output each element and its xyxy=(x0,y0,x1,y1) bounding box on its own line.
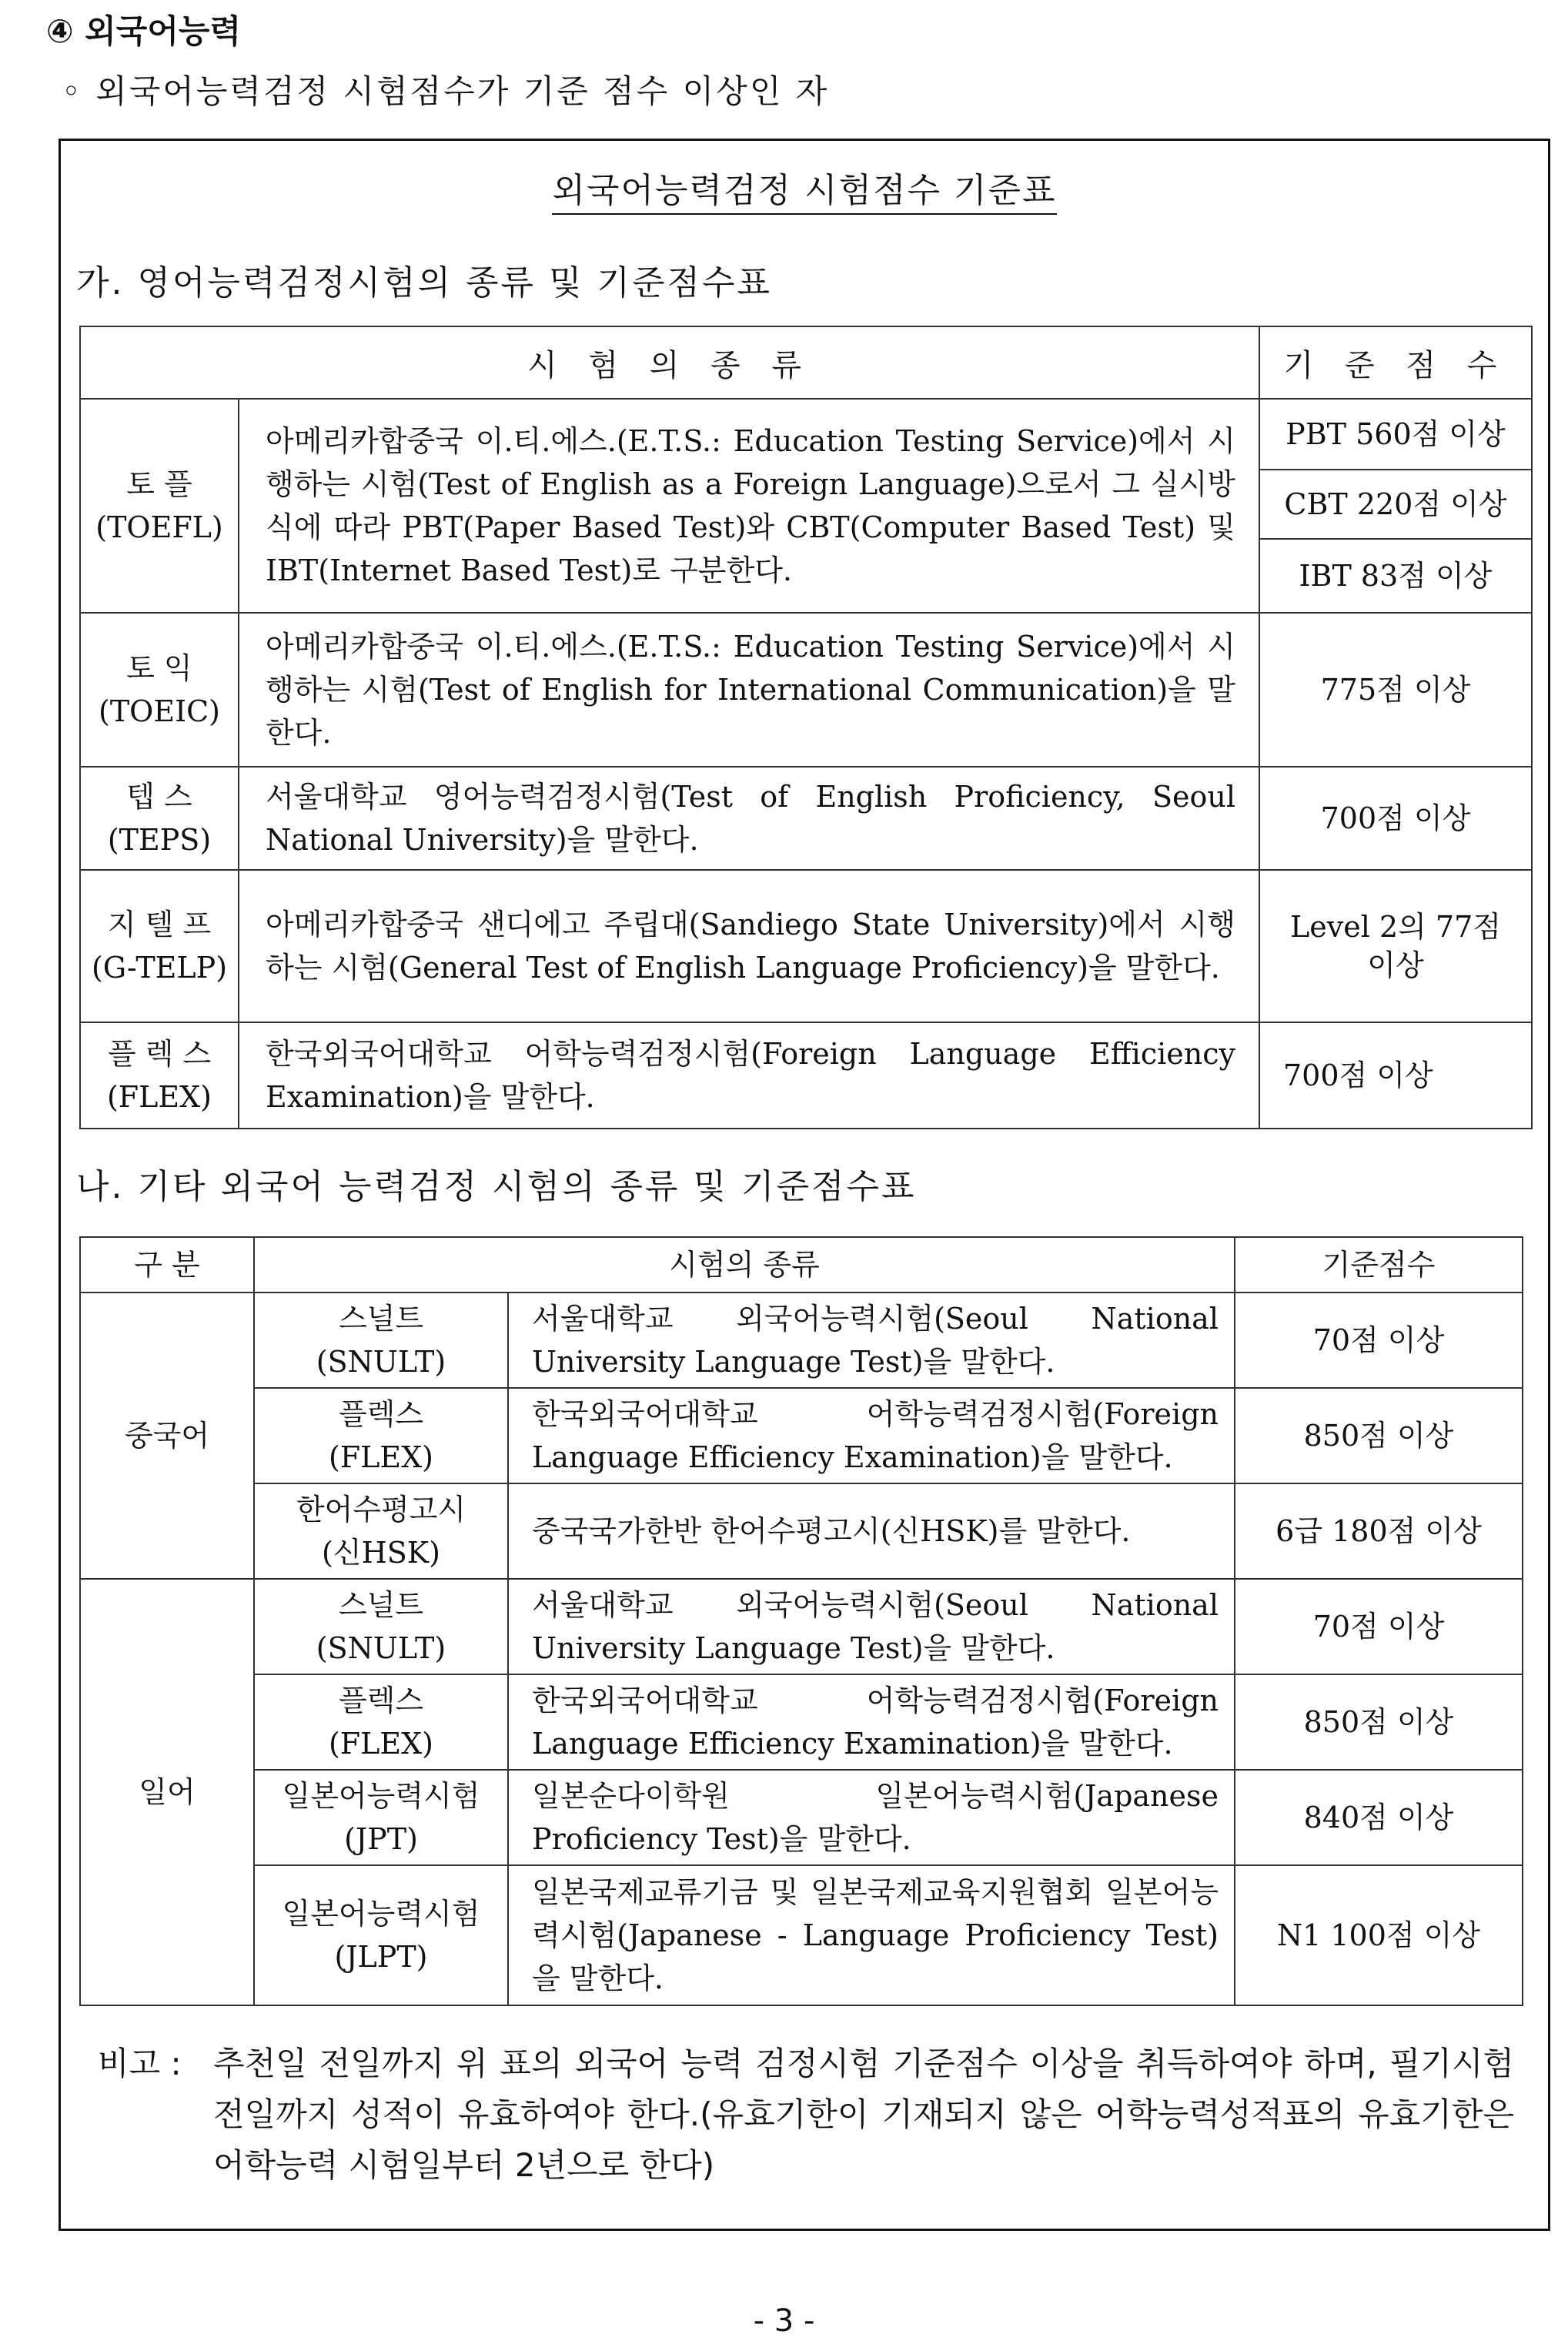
table-row xyxy=(80,1770,1523,1865)
exam-name: 텝 스 xyxy=(126,780,192,814)
exam-name: 일본어능력시험 xyxy=(282,1779,480,1813)
table-row xyxy=(80,1388,1523,1483)
exam-code: (JLPT) xyxy=(334,1940,428,1974)
exam-name: 일본어능력시험 xyxy=(282,1897,480,1931)
standards-box xyxy=(59,139,1550,2231)
language-cell: 일어 xyxy=(80,1579,254,2005)
exam-code: (FLEX) xyxy=(328,1727,434,1761)
standards-title xyxy=(61,162,1548,212)
exam-name: 스널트 xyxy=(338,1302,424,1336)
score-cell: 850점 이상 xyxy=(1235,1388,1523,1483)
exam-name-cell xyxy=(254,1293,508,1388)
exam-description: 한국외국어대학교 어학능력검정시험(Foreign Language Efficiency Examination)을 말한다. xyxy=(239,1022,1259,1129)
exam-code: (SNULT) xyxy=(316,1345,446,1379)
exam-name-cell xyxy=(254,1674,508,1770)
exam-description: 서울대학교 외국어능력시험(Seoul National University Language Test)을 말한다. xyxy=(508,1579,1235,1674)
exam-name: 스널트 xyxy=(338,1588,424,1622)
exam-description: 한국외국어대학교 어학능력검정시험(Foreign Language Efficiency Examination)을 말한다. xyxy=(508,1388,1235,1483)
exam-name-cell xyxy=(254,1388,508,1483)
score-cell: 840점 이상 xyxy=(1235,1770,1523,1865)
exam-name: 플 렉 스 xyxy=(107,1037,212,1071)
exam-name-cell xyxy=(80,1022,239,1129)
exam-description: 서울대학교 외국어능력시험(Seoul National University Language Test)을 말한다. xyxy=(508,1293,1235,1388)
score-cell: N1 100점 이상 xyxy=(1235,1865,1523,2005)
score-cell: 700점 이상 xyxy=(1259,1022,1532,1129)
exam-name-cell xyxy=(254,1483,508,1579)
exam-description: 중국국가한반 한어수평고시(신HSK)를 말한다. xyxy=(508,1483,1235,1579)
section-subheading: ◦ 외국어능력검정 시험점수가 기준 점수 이상인 자 xyxy=(62,72,830,110)
exam-description: 아메리카합중국 이.티.에스.(E.T.S.: Education Testing Service)에서 시행하는 시험(Test of English as a Foreign Language)으로서 그 실시방식에 따라 PBT(Paper Based Test)와 CBT(Computer Based Test) 및 IBT(Internet Based Test)로 구분한다. xyxy=(239,399,1259,613)
exam-name: 지 텔 프 xyxy=(107,908,212,941)
table-row xyxy=(80,399,1532,470)
score-cell: 70점 이상 xyxy=(1235,1579,1523,1674)
score-cell: PBT 560점 이상 xyxy=(1259,399,1532,470)
table-row xyxy=(80,1579,1523,1674)
exam-name-cell xyxy=(80,399,239,613)
exam-description: 일본국제교류기금 및 일본국제교육지원협회 일본어능력시험(Japanese - Language Proficiency Test)을 말한다. xyxy=(508,1865,1235,2005)
exam-description: 아메리카합중국 이.티.에스.(E.T.S.: Education Testing Service)에서 시행하는 시험(Test of English for International Communication)을 말한다. xyxy=(239,613,1259,767)
language-cell: 중국어 xyxy=(80,1293,254,1579)
exam-code: (TOEFL) xyxy=(95,510,223,544)
exam-name-cell xyxy=(80,870,239,1022)
section-heading: ④ 외국어능력 xyxy=(46,12,242,50)
remark-text: 추천일 전일까지 위 표의 외국어 능력 검정시험 기준점수 이상을 취득하여야 하며, 필기시험 전일까지 성적이 유효하여야 한다.(유효기한이 기재되지 않은 어학능력성적표의 유효기한은 어학능력 시험일부터 2년으로 한다) xyxy=(213,2045,1514,2184)
score-cell: 850점 이상 xyxy=(1235,1674,1523,1770)
exam-name-cell xyxy=(80,767,239,870)
exam-name-cell xyxy=(254,1770,508,1865)
header-exam-type: 시 험 의 종 류 xyxy=(80,326,1259,399)
exam-description: 서울대학교 영어능력검정시험(Test of English Proficiency, Seoul National University)을 말한다. xyxy=(239,767,1259,870)
exam-description: 한국외국어대학교 어학능력검정시험(Foreign Language Efficiency Examination)을 말한다. xyxy=(508,1674,1235,1770)
page-number: - 3 - xyxy=(753,2303,815,2339)
header-exam-type: 시험의 종류 xyxy=(254,1237,1235,1293)
table-row xyxy=(80,1022,1532,1129)
header-score: 기준점수 xyxy=(1235,1237,1523,1293)
exam-name-cell xyxy=(80,613,239,767)
score-cell: CBT 220점 이상 xyxy=(1259,470,1532,539)
exam-name-cell xyxy=(254,1865,508,2005)
table-row xyxy=(80,1483,1523,1579)
table-row xyxy=(80,767,1532,870)
score-cell xyxy=(1259,870,1532,1022)
exam-code: (SNULT) xyxy=(316,1631,446,1665)
table-row xyxy=(80,1865,1523,2005)
table-row xyxy=(80,613,1532,767)
other-exam-heading: 나. 기타 외국어 능력검정 시험의 종류 및 기준점수표 xyxy=(76,1167,917,1206)
table-header-row xyxy=(80,1237,1523,1293)
exam-code: (FLEX) xyxy=(328,1440,434,1474)
score-cell: IBT 83점 이상 xyxy=(1259,539,1532,613)
exam-code: (TEPS) xyxy=(107,823,212,857)
score-line: Level 2의 77점 xyxy=(1290,910,1501,944)
score-cell: 700점 이상 xyxy=(1259,767,1532,870)
table-row xyxy=(80,870,1532,1022)
exam-code: (FLEX) xyxy=(106,1080,212,1114)
score-line: 이상 xyxy=(1367,948,1424,982)
english-exam-table xyxy=(79,326,1533,1129)
score-cell: 70점 이상 xyxy=(1235,1293,1523,1388)
other-language-table xyxy=(79,1236,1523,2006)
exam-code: (JPT) xyxy=(344,1822,418,1856)
header-score: 기 준 점 수 xyxy=(1259,326,1532,399)
score-cell: 6급 180점 이상 xyxy=(1235,1483,1523,1579)
exam-name: 토 플 xyxy=(126,467,192,501)
exam-name: 토 익 xyxy=(126,651,192,685)
table-row xyxy=(80,1293,1523,1388)
standards-title-text: 외국어능력검정 시험점수 기준표 xyxy=(552,171,1056,215)
exam-name-cell xyxy=(254,1579,508,1674)
exam-name: 플렉스 xyxy=(338,1397,424,1431)
english-exam-heading: 가. 영어능력검정시험의 종류 및 기준점수표 xyxy=(76,263,773,303)
exam-name: 한어수평고시 xyxy=(296,1493,466,1527)
table-row xyxy=(80,1674,1523,1770)
table-header-row xyxy=(80,326,1532,399)
score-cell: 775점 이상 xyxy=(1259,613,1532,767)
exam-code: (TOEIC) xyxy=(99,694,220,728)
exam-code: (G-TELP) xyxy=(91,951,228,985)
exam-description: 일본순다이학원 일본어능력시험(Japanese Proficiency Test)을 말한다. xyxy=(508,1770,1235,1865)
header-category: 구 분 xyxy=(80,1237,254,1293)
exam-name: 플렉스 xyxy=(338,1684,424,1717)
exam-description: 아메리카합중국 샌디에고 주립대(Sandiego State University)에서 시행하는 시험(General Test of English Language Proficiency)을 말한다. xyxy=(239,870,1259,1022)
exam-code: (신HSK) xyxy=(322,1536,440,1570)
remark-label: 비고 : xyxy=(98,2045,182,2082)
